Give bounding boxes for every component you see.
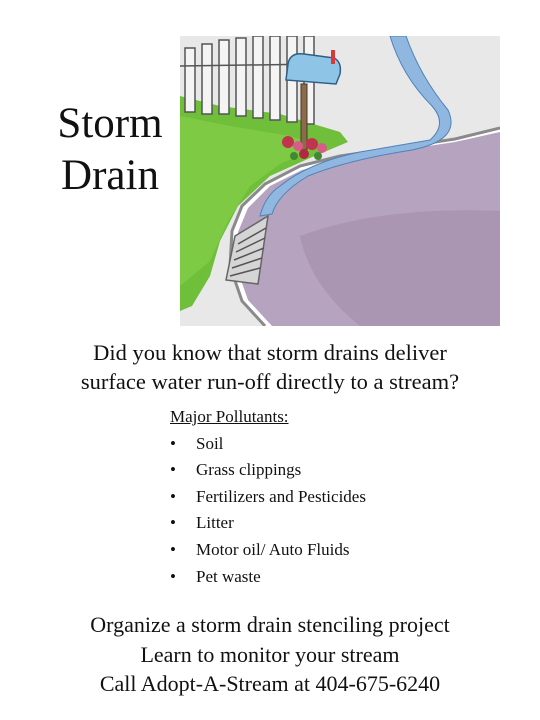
title-line-2: Drain [61, 152, 159, 199]
cta-line-2: Learn to monitor your stream [140, 641, 400, 667]
call-to-action [0, 610, 540, 699]
mailbox [286, 50, 340, 84]
cta-line-1: Organize a storm drain stenciling project [90, 612, 450, 637]
title-line-1: Storm [57, 100, 163, 147]
intro-line-1: Did you know that storm drains deliver [93, 340, 447, 365]
list-item: • Pet waste [170, 564, 470, 591]
list-item: • Litter [170, 510, 470, 537]
intro-line-2: surface water run-off directly to a stream? [80, 369, 460, 394]
list-item: • Grass clippings [170, 457, 470, 484]
list-item: • Motor oil/ Auto Fluids [170, 537, 470, 564]
intro-text [0, 338, 540, 396]
pollutants-section [170, 404, 470, 590]
pollutants-heading: Major Pollutants: [170, 407, 289, 426]
page-title [40, 98, 180, 202]
storm-drain-drawing [180, 36, 500, 326]
list-item: • Fertilizers and Pesticides [170, 484, 470, 511]
cta-line-3: Call Adopt-A-Stream at 404-675-6240 [99, 671, 441, 696]
list-item: • Soil [170, 431, 470, 458]
storm-drain-illustration [180, 36, 500, 326]
pollutants-list [170, 431, 470, 591]
